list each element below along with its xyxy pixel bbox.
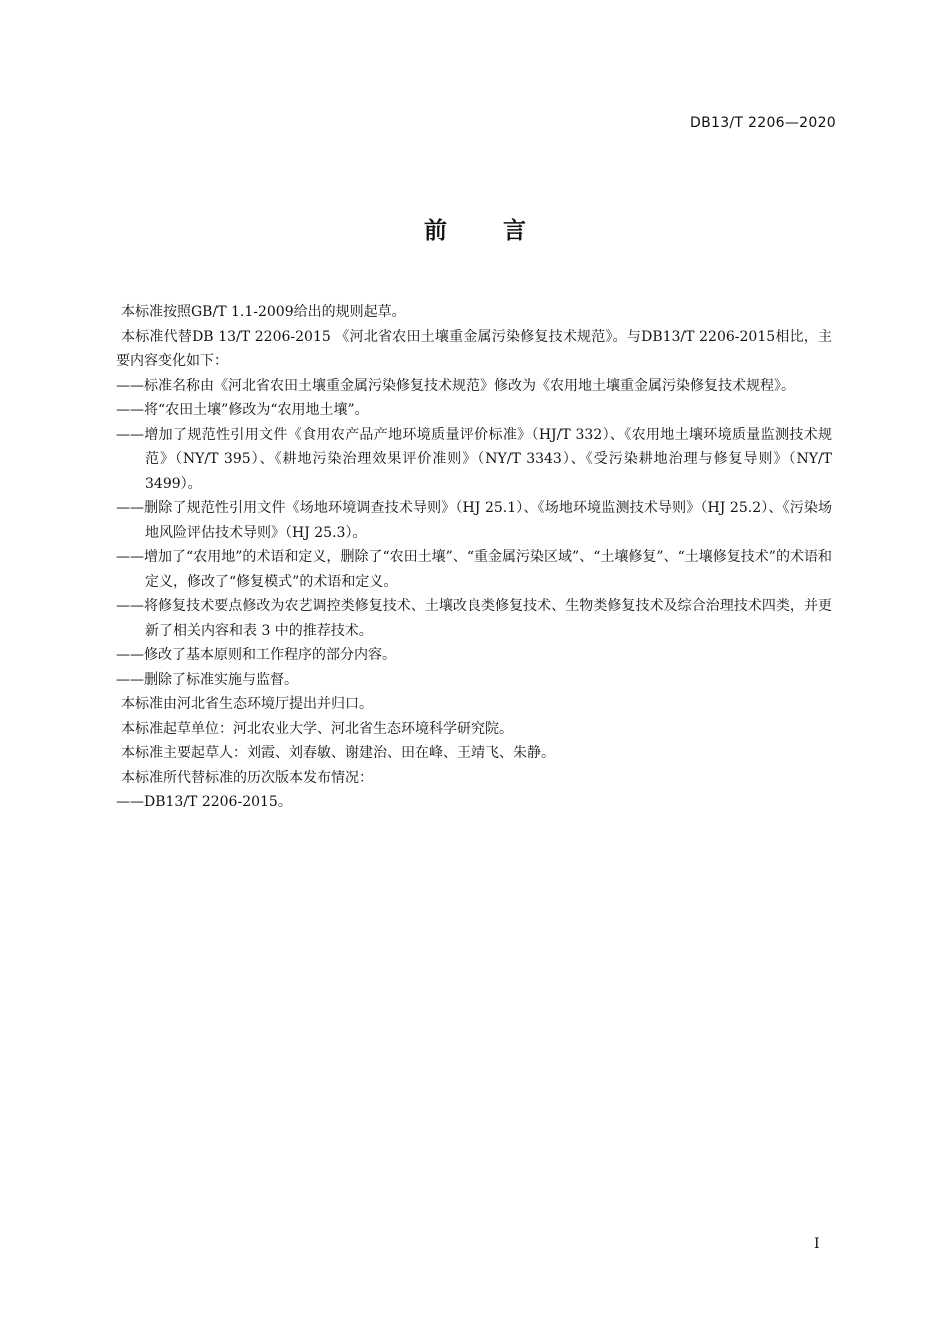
page-number: I [814,1236,820,1252]
change-item: ——修改了基本原则和工作程序的部分内容。 [116,647,396,663]
document-code: DB13/T 2206—2020 [690,115,836,131]
change-item: ——删除了规范性引用文件《场地环境调查技术导则》（HJ 25.1）、《场地环境监测技术导则》（HJ 25.2）、《污染场地风险评估技术导则》（HJ 25.3）。 [116,500,832,541]
paragraph: 本标准主要起草人：刘霞、刘春敏、谢建治、田在峰、王靖飞、朱静。 [121,745,555,761]
change-item: ——增加了“农用地”的术语和定义，删除了“农田土壤”、“重金属污染区域”、“土壤修复”、“土壤修复技术”的术语和定义，修改了“修复模式”的术语和定义。 [116,549,832,590]
version-item: ——DB13/T 2206-2015。 [116,794,292,810]
change-item: ——删除了标准实施与监督。 [116,671,298,688]
paragraph: 本标准代替DB 13/T 2206-2015 《河北省农田土壤重金属污染修复技术规范》。与DB13/T 2206-2015相比，主要内容变化如下： [116,328,832,369]
change-item: ——将“农田土壤”修改为“农用地土壤”。 [116,402,369,418]
paragraph: 本标准起草单位：河北农业大学、河北省生态环境科学研究院。 [121,720,513,737]
foreword-body [116,300,832,815]
paragraph: 本标准所代替标准的历次版本发布情况： [121,769,373,786]
change-item: ——标准名称由《河北省农田土壤重金属污染修复技术规范》修改为《农用地土壤重金属污染修复技术规程》。 [116,377,795,394]
change-item: ——增加了规范性引用文件《食用农产品产地环境质量评价标准》（HJ/T 332）、《农用地土壤环境质量监测技术规范》（NY/T 395）、《耕地污染治理效果评价准则》（NY/T 3343）、《受污染耕地治理与修复导则》（NY/T 3499）。 [116,426,832,492]
change-item: ——将修复技术要点修改为农艺调控类修复技术、土壤改良类修复技术、生物类修复技术及综合治理技术四类，并更新了相关内容和表 3 中的推荐技术。 [116,598,832,639]
paragraph: 本标准由河北省生态环境厅提出并归口。 [121,696,373,712]
page-title: 前 言 [423,218,550,244]
paragraph: 本标准按照GB/T 1.1-2009给出的规则起草。 [121,304,406,320]
